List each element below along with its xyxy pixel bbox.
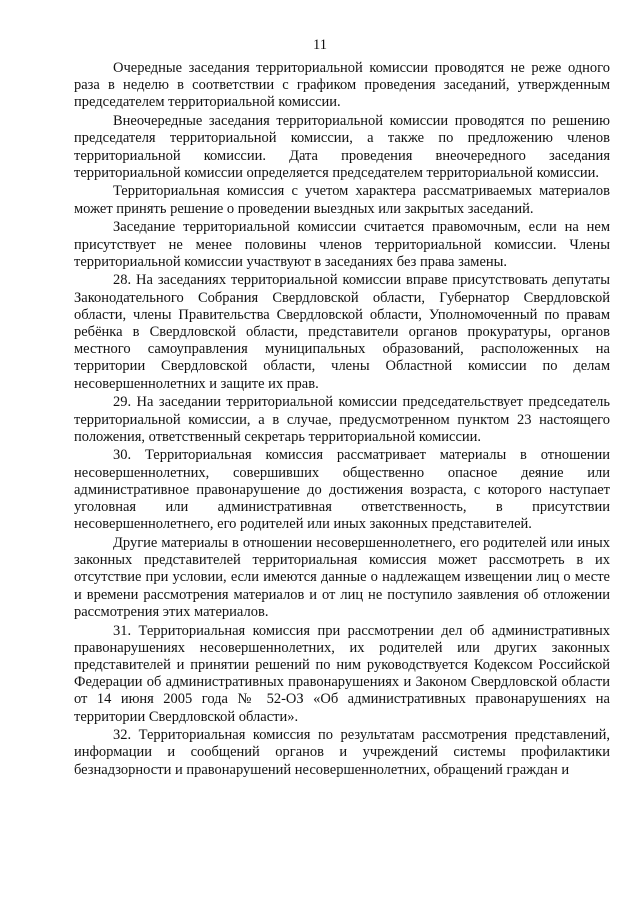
paragraph: Очередные заседания территориальной комиссии проводятся не реже одного раза в неделю в соответствии с графиком проведения заседаний, утвержденным председателем территориальной комиссии. — [74, 60, 610, 111]
paragraph-item-32: 32. Территориальная комиссия по результатам рассмотрения представлений, информации и сообщений органов и учреждений системы профилактики безнадзорности и правонарушений несовершеннолетних, обращений граждан и — [74, 727, 610, 778]
document-body — [74, 60, 610, 780]
paragraph: Другие материалы в отношении несовершеннолетнего, его родителей или иных законных представителей территориальная комиссия может рассмотреть в их отсутствие при условии, если имеются данные о надлежащем извещении лиц о месте и времени рассмотрения материалов и от лиц не поступило заявления об отложении рассмотрения этих материалов. — [74, 534, 610, 620]
paragraph: Территориальная комиссия с учетом характера рассматриваемых материалов может принять решение о проведении выездных или закрытых заседаний. — [74, 183, 610, 217]
paragraph-item-31: 31. Территориальная комиссия при рассмотрении дел об административных правонарушениях несовершеннолетних, их родителей или других законных представителей и принятии решений по ним руководствуется Кодексом Российской Федерации об административных правонарушениях и Законом Свердловской области от 14 июня 2005 года № 52-ОЗ «Об административных правонарушениях на территории Свердловской области». — [74, 622, 610, 725]
paragraph-item-28: 28. На заседаниях территориальной комиссии вправе присутствовать депутаты Законодательного Собрания Свердловской области, Губернатор Свердловской области, члены Правительства Свердловской области, Уполномоченный по правам ребёнка в Свердловской области, представители органов прокуратуры, органов местного самоуправления муниципальных образований, расположенных на территории Свердловской области, члены Областной комиссии по делам несовершеннолетних и защите их прав. — [74, 272, 610, 392]
paragraph-item-29: 29. На заседании территориальной комиссии председательствует председатель территориальной комиссии, а в случае, предусмотренном пунктом 23 настоящего положения, ответственный секретарь территориальной комиссии. — [74, 394, 610, 445]
paragraph: Заседание территориальной комиссии считается правомочным, если на нем присутствует не менее половины членов территориальной комиссии. Члены территориальной комиссии участвуют в заседаниях без права замены. — [74, 219, 610, 270]
paragraph-item-30: 30. Территориальная комиссия рассматривает материалы в отношении несовершеннолетних, совершивших общественно опасное деяние или административное правонарушение до достижения возраста, с которого наступает уголовная или административная ответственность, в присутствии несовершеннолетнего, его родителей или иных законных представителей. — [74, 447, 610, 533]
paragraph: Внеочередные заседания территориальной комиссии проводятся по решению председателя территориальной комиссии, а также по предложению членов территориальной комиссии. Дата проведения внеочередного заседания территориальной комиссии определяется председателем территориальной комиссии. — [74, 113, 610, 181]
page-number: 11 — [313, 37, 327, 53]
